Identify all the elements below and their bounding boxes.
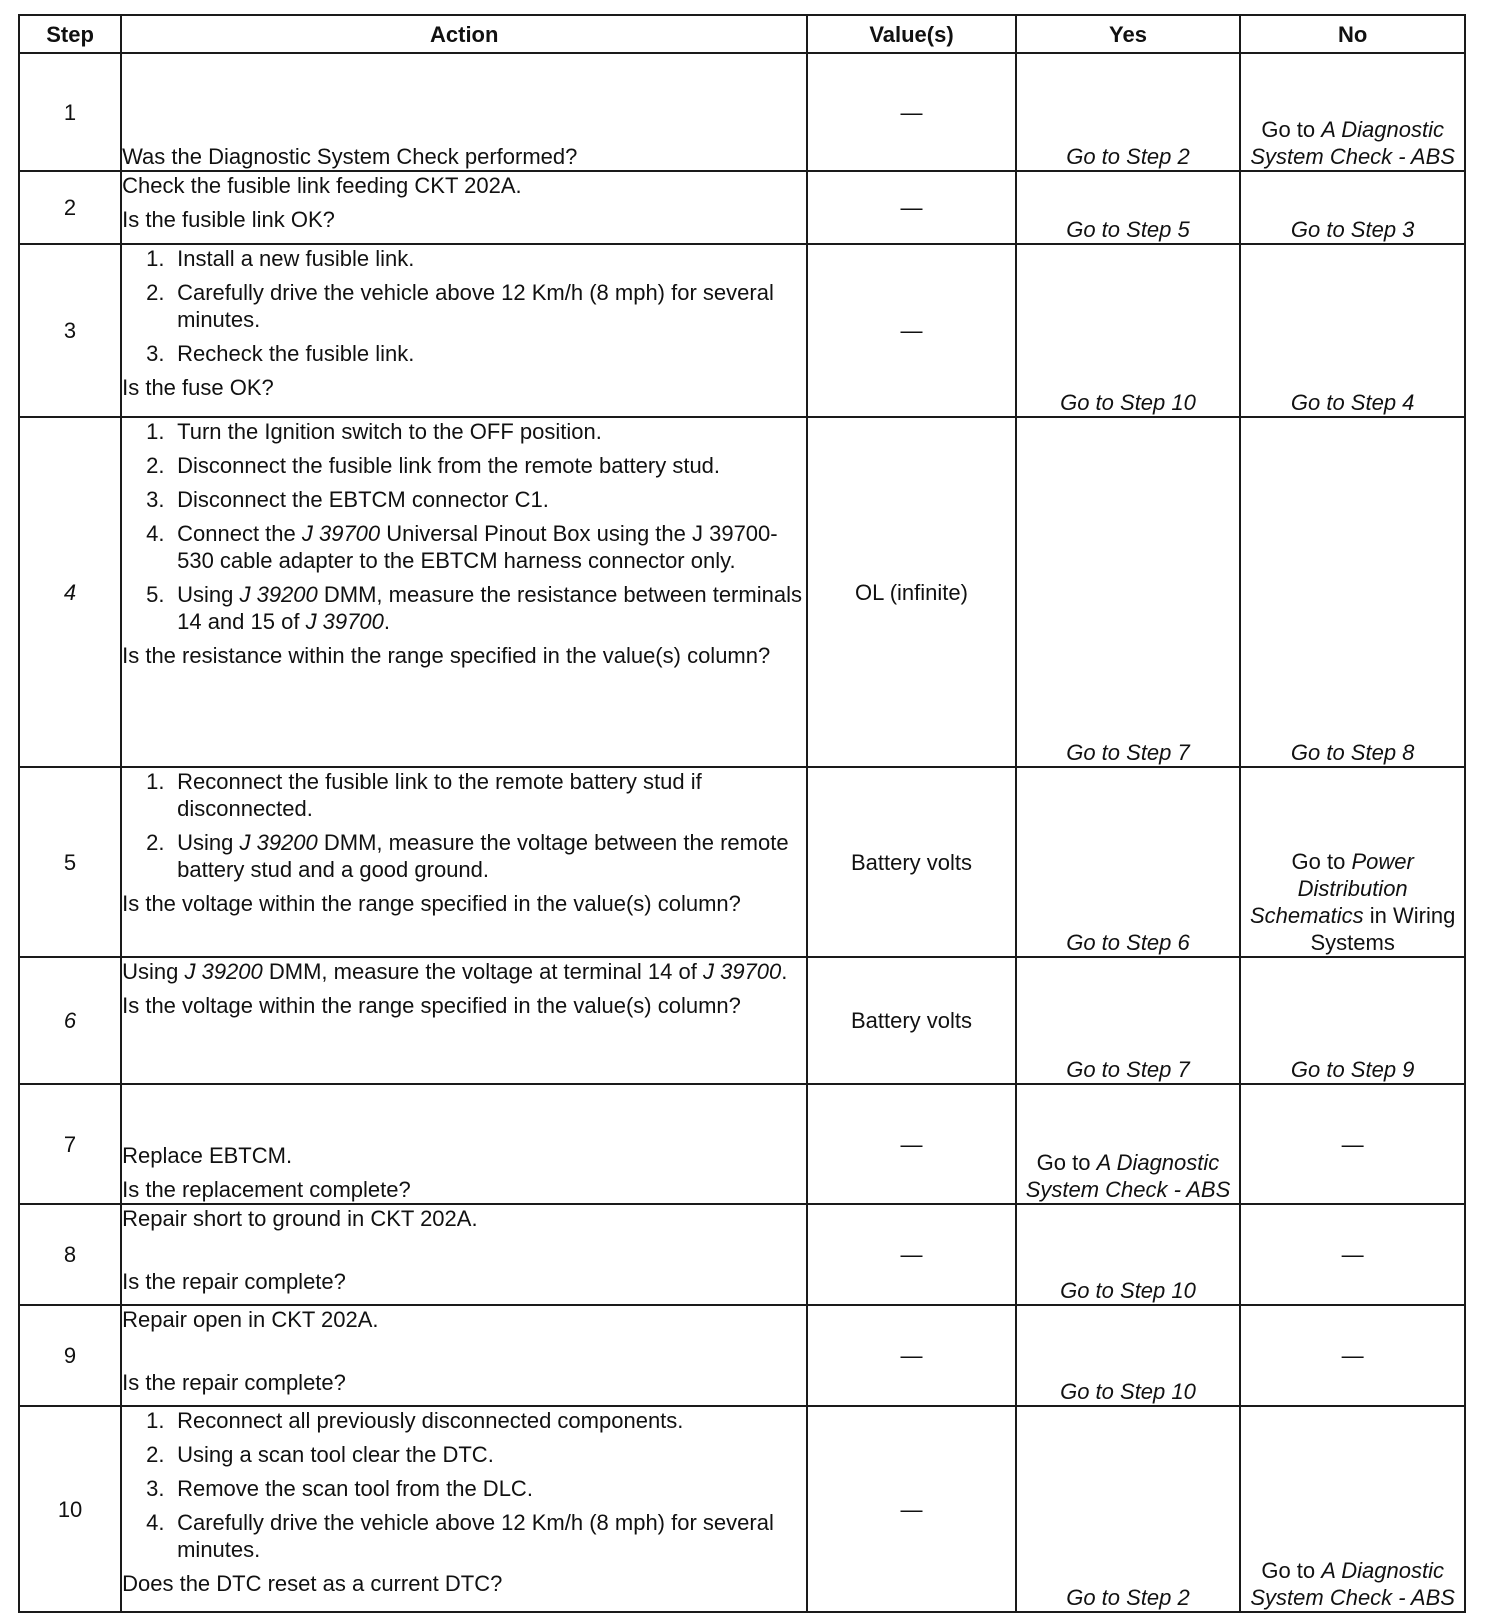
value-cell: Battery volts	[807, 767, 1015, 957]
yes-goto: Go to Step 7	[1066, 1057, 1190, 1082]
yes-cell	[1016, 1305, 1241, 1406]
value-cell: —	[807, 1305, 1015, 1406]
header-action: Action	[121, 15, 807, 53]
header-values: Value(s)	[807, 15, 1015, 53]
value-cell: —	[807, 1204, 1015, 1305]
step-number: 1	[19, 53, 121, 171]
yes-cell	[1016, 767, 1241, 957]
action-question: Is the voltage within the range specified in the value(s) column?	[122, 891, 741, 916]
no-cell	[1240, 957, 1465, 1084]
action-steps	[122, 1407, 806, 1563]
no-cell: —	[1240, 1084, 1465, 1204]
step-number: 7	[19, 1084, 121, 1204]
yes-cell	[1016, 1204, 1241, 1305]
value-cell: —	[807, 53, 1015, 171]
no-cell	[1240, 171, 1465, 244]
action-cell	[121, 1305, 807, 1406]
no-goto-target: A Diagnostic System Check - ABS	[1250, 117, 1455, 169]
yes-goto: Go to Step 10	[1060, 1278, 1196, 1303]
action-cell-wrap	[122, 1205, 806, 1295]
action-text-part: Using	[122, 959, 185, 984]
step-item-number: 2.	[146, 1442, 165, 1467]
step-item-text: Universal Pinout Box using the J 39700-530 cable adapter to the EBTCM harness connector only.	[177, 521, 778, 573]
step-item-text: Using a scan tool clear the DTC.	[177, 1442, 494, 1467]
step-item-number: 5.	[146, 582, 165, 607]
tool-ref: J 39700	[305, 609, 384, 634]
action-cell	[121, 957, 807, 1084]
action-question: Is the fuse OK?	[122, 375, 274, 400]
no-cell: —	[1240, 1204, 1465, 1305]
action-text-part: .	[781, 959, 788, 984]
step-item-text: DMM, measure the resistance between terminals 14 and 15 of	[177, 582, 802, 634]
action-cell	[121, 53, 807, 171]
yes-goto: Go to Step 7	[1066, 740, 1190, 765]
no-goto-suffix: in Wiring Systems	[1310, 903, 1456, 955]
action-cell	[121, 767, 807, 957]
value-cell: —	[807, 244, 1015, 417]
step-item-number: 1.	[146, 419, 165, 444]
yes-cell	[1016, 957, 1241, 1084]
step-item-text: Carefully drive the vehicle above 12 Km/h (8 mph) for several minutes.	[177, 280, 774, 332]
step-item-text: Recheck the fusible link.	[177, 341, 415, 366]
action-step-item	[146, 452, 806, 479]
no-goto-prefix: Go to	[1261, 117, 1322, 142]
step-item-number: 3.	[146, 1476, 165, 1501]
step-item-text: Disconnect the EBTCM connector C1.	[177, 487, 549, 512]
action-steps	[122, 418, 806, 635]
diagnostic-table	[18, 14, 1466, 1613]
no-goto: Go to Step 4	[1290, 390, 1415, 415]
yes-goto: Go to Step 2	[1066, 144, 1190, 169]
table-row	[19, 53, 1465, 171]
yes-cell	[1016, 171, 1241, 244]
action-step-item	[146, 581, 806, 635]
step-item-number: 2.	[146, 280, 165, 305]
no-goto-prefix: Go to	[1291, 849, 1352, 874]
value-cell: —	[807, 1084, 1015, 1204]
step-item-text: Carefully drive the vehicle above 12 Km/h (8 mph) for several minutes.	[177, 1510, 774, 1562]
step-item-text: Install a new fusible link.	[177, 246, 415, 271]
action-steps	[122, 245, 806, 367]
step-item-number: 3.	[146, 487, 165, 512]
action-question: Is the fusible link OK?	[122, 207, 335, 232]
no-cell	[1240, 767, 1465, 957]
diagnostic-table-sheet	[18, 14, 1466, 1613]
header-step: Step	[19, 15, 121, 53]
step-item-text: Connect the	[177, 521, 302, 546]
action-step-item	[146, 245, 806, 272]
no-goto: Go to Step 8	[1290, 740, 1415, 765]
tool-ref: J 39200	[239, 830, 318, 855]
yes-goto: Go to Step 6	[1066, 930, 1190, 955]
tool-ref: J 39700	[702, 959, 782, 984]
action-question: Was the Diagnostic System Check performed?	[122, 144, 578, 169]
action-cell	[121, 417, 807, 767]
action-step-item	[146, 486, 806, 513]
no-cell	[1240, 53, 1465, 171]
no-goto-target: Power Distribution Schematics	[1249, 849, 1414, 928]
yes-goto: Go to Step 10	[1060, 390, 1196, 415]
action-step-item	[146, 340, 806, 367]
action-question: Is the voltage within the range specified in the value(s) column?	[122, 993, 741, 1018]
step-item-number: 1.	[146, 246, 165, 271]
action-step-item	[146, 279, 806, 333]
header-no: No	[1240, 15, 1465, 53]
action-step-item	[146, 1441, 806, 1468]
action-cell	[121, 1084, 807, 1204]
table-row	[19, 417, 1465, 767]
yes-cell	[1016, 1406, 1241, 1612]
step-number: 3	[19, 244, 121, 417]
action-step-item	[146, 829, 806, 883]
action-question: Is the repair complete?	[122, 1269, 346, 1294]
action-text	[122, 958, 806, 985]
step-item-text: Disconnect the fusible link from the remote battery stud.	[177, 453, 721, 478]
action-question: Does the DTC reset as a current DTC?	[122, 1571, 503, 1596]
no-cell	[1240, 417, 1465, 767]
action-step-item	[146, 1509, 806, 1563]
tool-ref: J 39200	[184, 959, 263, 984]
header-row	[19, 15, 1465, 53]
action-question: Is the resistance within the range specified in the value(s) column?	[122, 643, 771, 668]
action-cell	[121, 1406, 807, 1612]
action-step-item	[146, 1407, 806, 1434]
step-number: 5	[19, 767, 121, 957]
yes-cell	[1016, 1084, 1241, 1204]
action-text: Replace EBTCM.	[122, 1143, 293, 1168]
no-goto: Go to Step 9	[1290, 1057, 1415, 1082]
yes-cell	[1016, 244, 1241, 417]
step-item-number: 1.	[146, 1408, 165, 1433]
action-step-item	[146, 520, 806, 574]
step-item-number: 2.	[146, 453, 165, 478]
action-cell	[121, 244, 807, 417]
value-cell: —	[807, 1406, 1015, 1612]
action-cell	[121, 171, 807, 244]
action-question: Is the repair complete?	[122, 1370, 346, 1395]
step-item-number: 4.	[146, 521, 165, 546]
step-item-text: Reconnect the fusible link to the remote battery stud if disconnected.	[177, 769, 702, 821]
no-cell: —	[1240, 1305, 1465, 1406]
step-item-text: .	[383, 609, 390, 634]
step-item-text: DMM, measure the voltage between the remote battery stud and a good ground.	[177, 830, 789, 882]
table-row	[19, 1204, 1465, 1305]
yes-goto: Go to Step 10	[1060, 1379, 1196, 1404]
value-cell: OL (infinite)	[807, 417, 1015, 767]
action-text: Repair short to ground in CKT 202A.	[122, 1206, 478, 1231]
no-cell	[1240, 1406, 1465, 1612]
table-row	[19, 957, 1465, 1084]
no-goto-target: A Diagnostic System Check - ABS	[1250, 1558, 1455, 1610]
step-number: 8	[19, 1204, 121, 1305]
step-number: 9	[19, 1305, 121, 1406]
step-item-number: 3.	[146, 341, 165, 366]
action-steps	[122, 768, 806, 883]
step-number: 6	[19, 957, 121, 1084]
yes-goto: Go to Step 5	[1066, 217, 1190, 242]
value-cell: Battery volts	[807, 957, 1015, 1084]
tool-ref: J 39700	[301, 521, 381, 546]
action-text: Check the fusible link feeding CKT 202A.	[122, 173, 522, 198]
action-step-item	[146, 768, 806, 822]
step-item-text: Remove the scan tool from the DLC.	[177, 1476, 533, 1501]
step-item-text: Reconnect all previously disconnected components.	[177, 1408, 684, 1433]
yes-cell	[1016, 417, 1241, 767]
action-text: Repair open in CKT 202A.	[122, 1307, 379, 1332]
no-goto: Go to Step 3	[1290, 217, 1415, 242]
table-row	[19, 171, 1465, 244]
table-row	[19, 244, 1465, 417]
no-goto-prefix: Go to	[1261, 1558, 1322, 1583]
action-text-part: DMM, measure the voltage at terminal 14 of	[262, 959, 703, 984]
yes-goto-prefix: Go to	[1036, 1150, 1097, 1175]
yes-goto: Go to Step 2	[1066, 1585, 1190, 1610]
table-row	[19, 1406, 1465, 1612]
step-item-number: 4.	[146, 1510, 165, 1535]
action-question: Is the replacement complete?	[122, 1177, 411, 1202]
yes-goto-target: A Diagnostic System Check - ABS	[1025, 1150, 1231, 1202]
step-item-text: Using	[177, 582, 240, 607]
table-row	[19, 767, 1465, 957]
table-row	[19, 1084, 1465, 1204]
tool-ref: J 39200	[239, 582, 318, 607]
step-number: 2	[19, 171, 121, 244]
step-item-text: Turn the Ignition switch to the OFF position.	[177, 419, 602, 444]
action-cell-wrap	[122, 1306, 806, 1396]
header-yes: Yes	[1016, 15, 1241, 53]
table-row	[19, 1305, 1465, 1406]
yes-cell	[1016, 53, 1241, 171]
step-number: 10	[19, 1406, 121, 1612]
action-cell	[121, 1204, 807, 1305]
step-item-text: Using	[177, 830, 240, 855]
step-number: 4	[19, 417, 121, 767]
action-step-item	[146, 418, 806, 445]
action-step-item	[146, 1475, 806, 1502]
step-item-number: 2.	[146, 830, 165, 855]
no-cell	[1240, 244, 1465, 417]
step-item-number: 1.	[146, 769, 165, 794]
value-cell: —	[807, 171, 1015, 244]
